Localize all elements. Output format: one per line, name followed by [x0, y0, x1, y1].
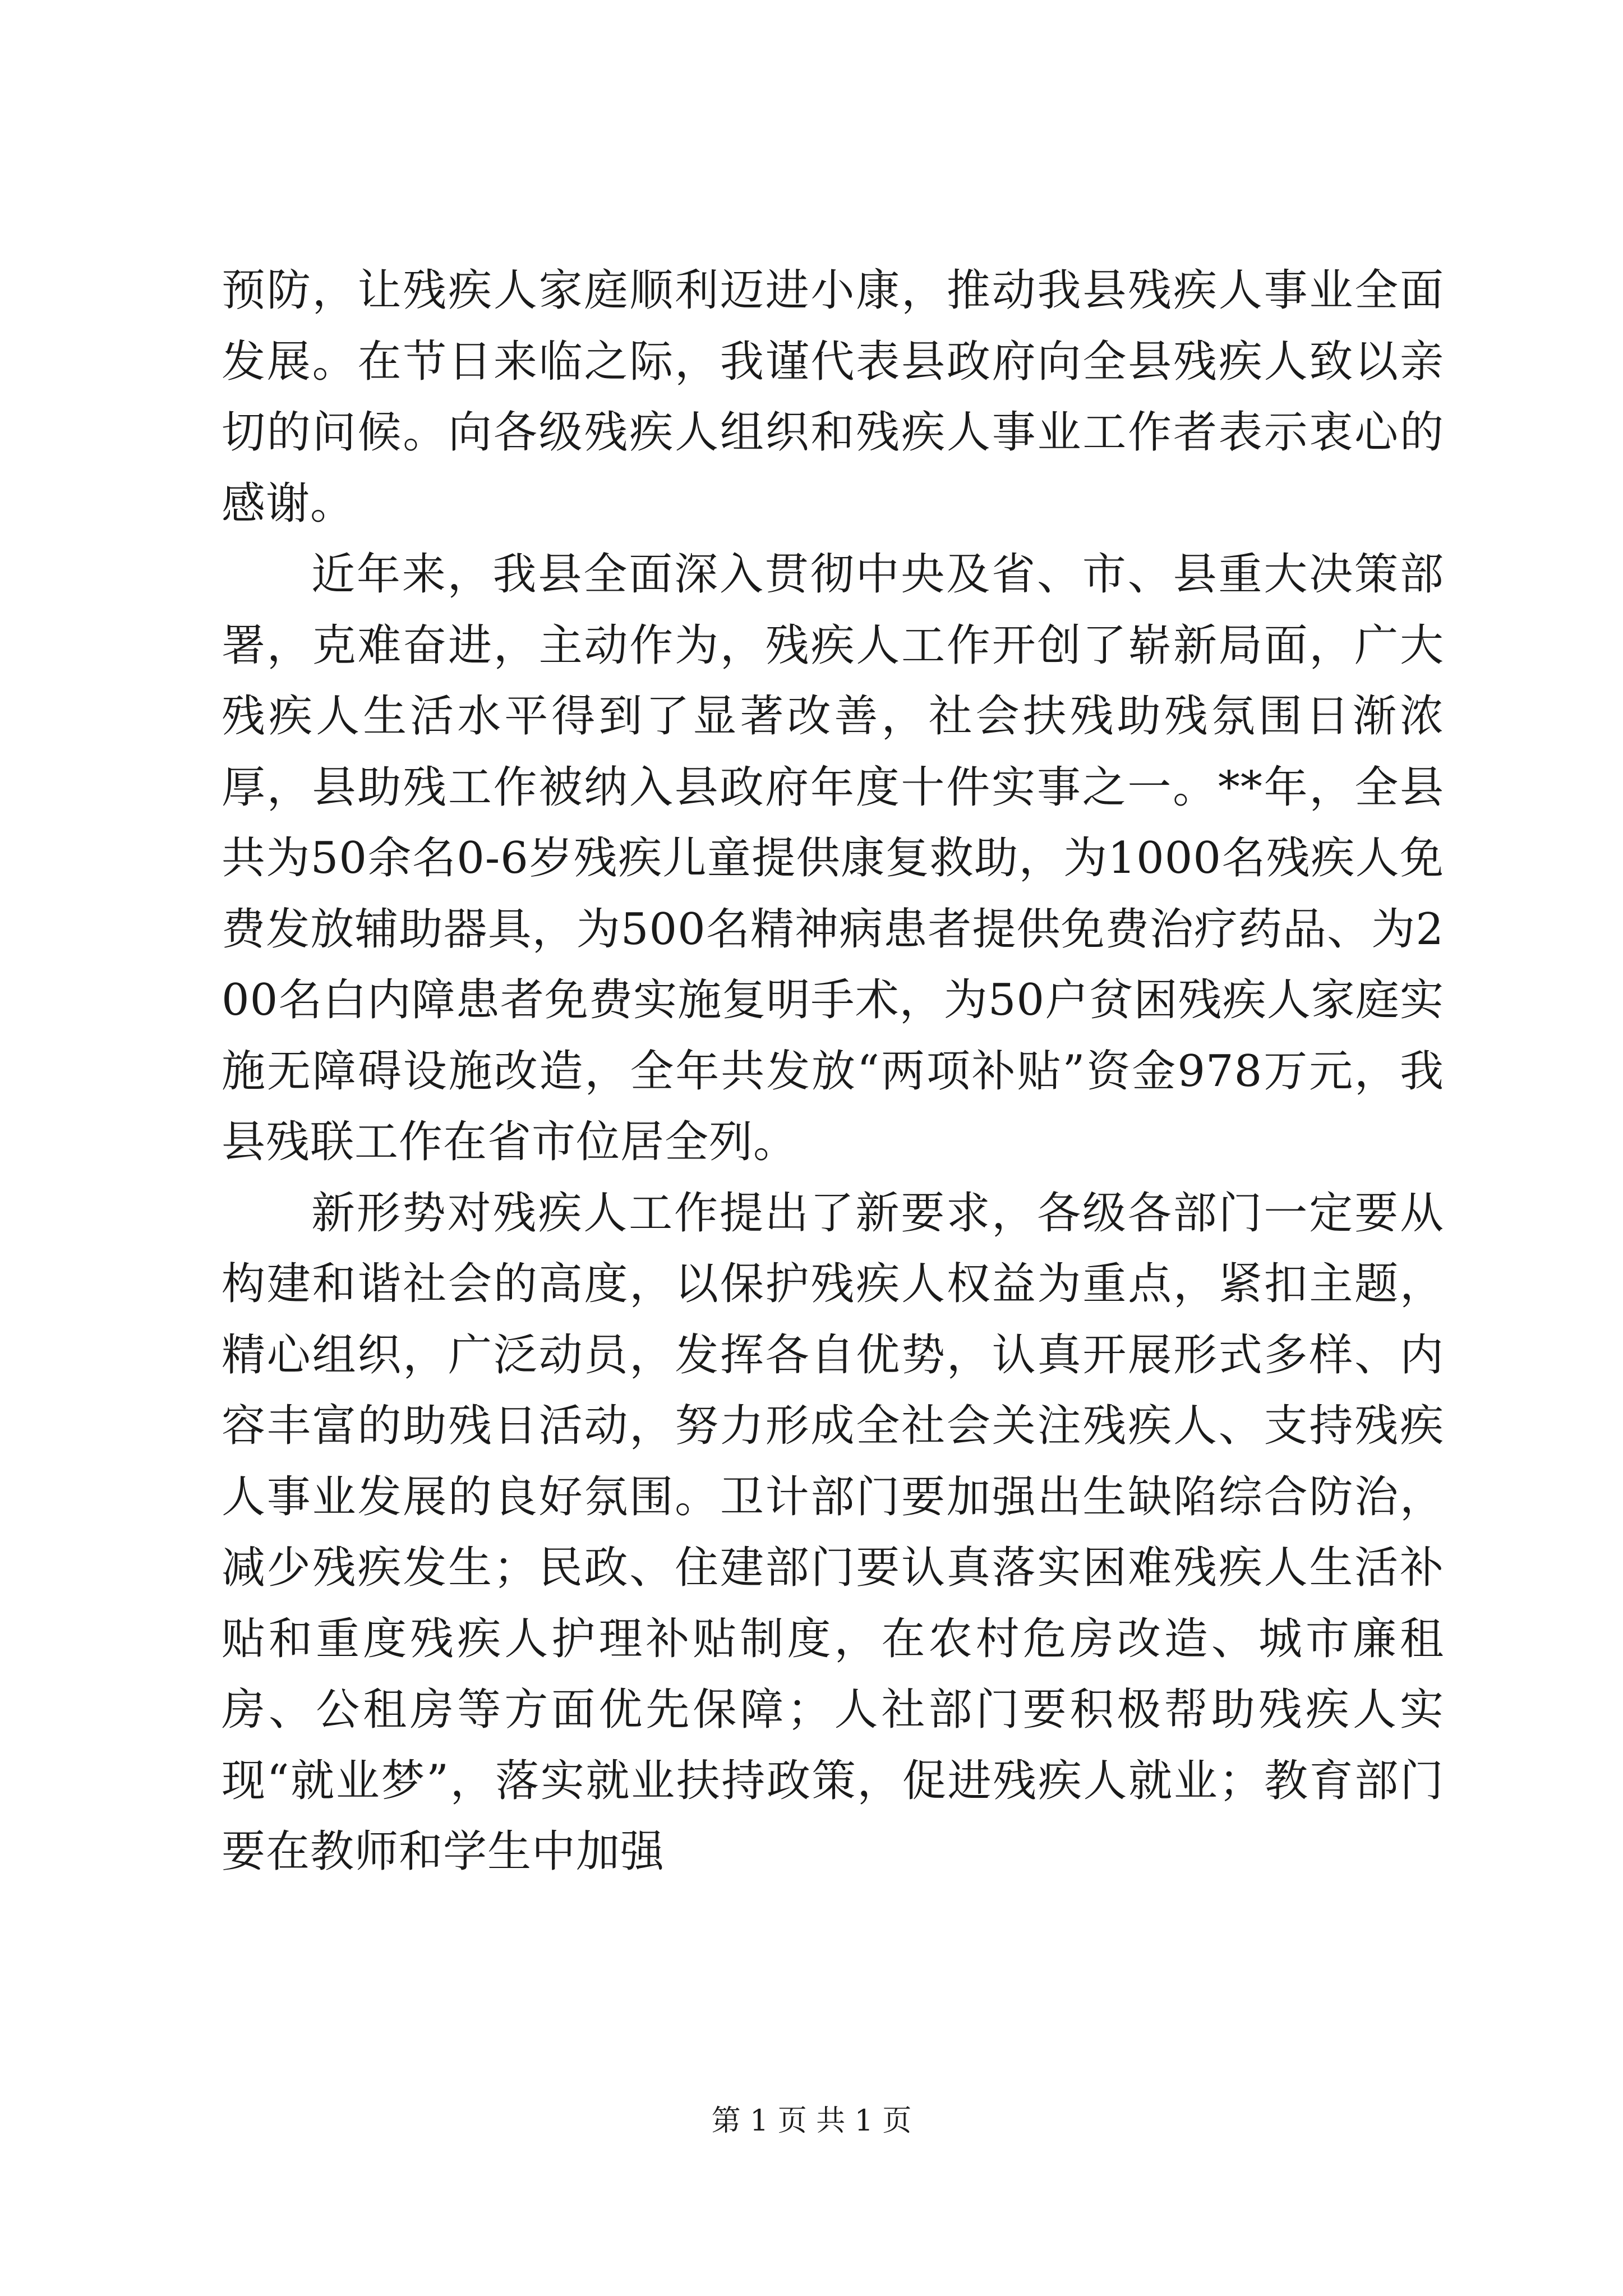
paragraph-requirements: 新形势对残疾人工作提出了新要求，各级各部门一定要从构建和谐社会的高度，以保护残疾人权益为重点，紧扣主题，精心组织，广泛动员，发挥各自优势，认真开展形式多样、内容丰富的助残日活动，努力形成全社会关注残疾人、支持残疾人事业发展的良好氛围。卫计部门要加强出生缺陷综合防治，减少残疾发生；民政、住建部门要认真落实困难残疾人生活补贴和重度残疾人护理补贴制度，在农村危房改造、城市廉租房、公租房等方面优先保障；人社部门要积极帮助残疾人实现“就业梦”，落实就业扶持政策，促进残疾人就业；教育部门要在教师和学生中加强 [222, 1188, 1444, 1877]
paragraph-achievements: 近年来，我县全面深入贯彻中央及省、市、县重大决策部署，克难奋进，主动作为，残疾人工作开创了崭新局面，广大残疾人生活水平得到了显著改善，社会扶残助残氛围日渐浓厚，县助残工作被纳入县政府年度十件实事之一。**年，全县共为50余名0-6岁残疾儿童提供康复救助，为1000名残疾人免费发放辅助器具，为500名精神病患者提供免费治疗药品、为200名白内障患者免费实施复明手术，为50户贫困残疾人家庭实施无障碍设施改造，全年共发放“两项补贴”资金978万元，我县残联工作在省市位居全列。 [222, 549, 1444, 1167]
page-footer: 第 1 页 共 1 页 [711, 2104, 912, 2138]
paragraph-continuation: 预防，让残疾人家庭顺利迈进小康，推动我县残疾人事业全面发展。在节日来临之际，我谨代表县政府向全县残疾人致以亲切的问候。向各级残疾人组织和残疾人事业工作者表示衷心的感谢。 [222, 265, 1444, 529]
document-body [222, 255, 1444, 1888]
